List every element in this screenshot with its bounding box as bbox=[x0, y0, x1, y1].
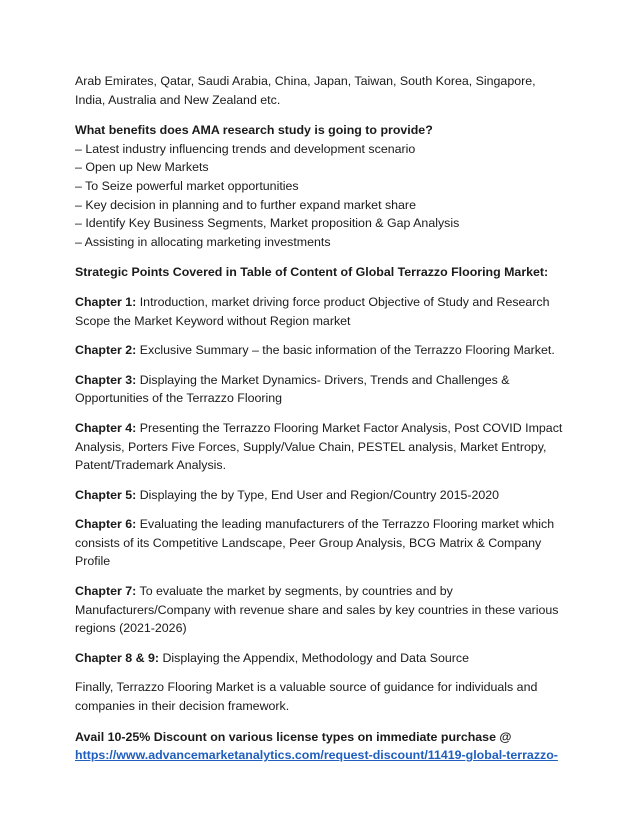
closing-paragraph: Finally, Terrazzo Flooring Market is a valuable source of guidance for individuals and companies in their decision framework. bbox=[75, 680, 538, 714]
chapter-7 bbox=[75, 582, 565, 638]
discount-offer-title: Avail 10-25% Discount on various license types on immediate purchase @ bbox=[75, 729, 512, 744]
chapter-text: Introduction, market driving force product Objective of Study and Research Scope the Market Keyword without Region market bbox=[75, 294, 550, 328]
document-page bbox=[75, 72, 565, 770]
discount-link[interactable]: https://www.advancemarketanalytics.com/request-discount/11419-global-terrazzo- bbox=[75, 748, 558, 763]
chapter-label: Chapter 2: bbox=[75, 343, 137, 358]
chapter-text: Displaying the Market Dynamics- Drivers, Trends and Challenges & Opportunities of the Terrazzo Flooring bbox=[75, 372, 510, 406]
chapter-text: Evaluating the leading manufacturers of the Terrazzo Flooring market which consists of its Competitive Landscape, Peer Group Analysis, BCG Matrix & Company Profile bbox=[75, 517, 555, 569]
chapter-4 bbox=[75, 419, 565, 475]
chapter-5 bbox=[75, 486, 565, 505]
intro-paragraph: Arab Emirates, Qatar, Saudi Arabia, China, Japan, Taiwan, South Korea, Singapore, India, Australia and New Zealand etc. bbox=[75, 74, 536, 107]
chapter-2 bbox=[75, 341, 565, 360]
benefit-item: – Identify Key Business Segments, Market proposition & Gap Analysis bbox=[75, 216, 460, 231]
chapter-text: Exclusive Summary – the basic information of the Terrazzo Flooring Market. bbox=[139, 343, 555, 358]
chapter-1 bbox=[75, 293, 565, 330]
chapter-6 bbox=[75, 515, 565, 571]
benefits-list bbox=[75, 140, 565, 252]
chapter-label: Chapter 5: bbox=[75, 487, 137, 502]
chapter-label: Chapter 3: bbox=[75, 372, 137, 387]
chapter-text: To evaluate the market by segments, by countries and by Manufacturers/Company with revenue share and sales by key countries in these various regions (2021-2026) bbox=[75, 584, 559, 636]
toc-heading: Strategic Points Covered in Table of Content of Global Terrazzo Flooring Market: bbox=[75, 265, 549, 280]
chapter-text: Displaying the Appendix, Methodology and Data Source bbox=[162, 650, 469, 665]
chapter-label: Chapter 4: bbox=[75, 420, 137, 435]
benefits-heading: What benefits does AMA research study is going to provide? bbox=[75, 123, 433, 138]
chapter-label: Chapter 6: bbox=[75, 517, 137, 532]
chapter-text: Presenting the Terrazzo Flooring Market Factor Analysis, Post COVID Impact Analysis, Porters Five Forces, Supply/Value Chain, PESTEL analysis, Market Entropy, Patent/Trademark Analysis. bbox=[75, 420, 563, 473]
chapter-label: Chapter 7: bbox=[75, 584, 137, 599]
benefit-item: – Open up New Markets bbox=[75, 160, 209, 175]
benefit-item: – To Seize powerful market opportunities bbox=[75, 178, 299, 193]
chapter-3 bbox=[75, 371, 565, 408]
chapter-label: Chapter 1: bbox=[75, 294, 137, 309]
benefit-item: – Key decision in planning and to further expand market share bbox=[75, 197, 416, 212]
chapter-text: Displaying the by Type, End User and Region/Country 2015-2020 bbox=[139, 487, 500, 502]
chapter-label: Chapter 8 & 9: bbox=[75, 650, 159, 665]
benefit-item: – Assisting in allocating marketing investments bbox=[75, 234, 331, 249]
benefit-item: – Latest industry influencing trends and development scenario bbox=[75, 141, 416, 156]
chapter-8-9 bbox=[75, 649, 565, 668]
